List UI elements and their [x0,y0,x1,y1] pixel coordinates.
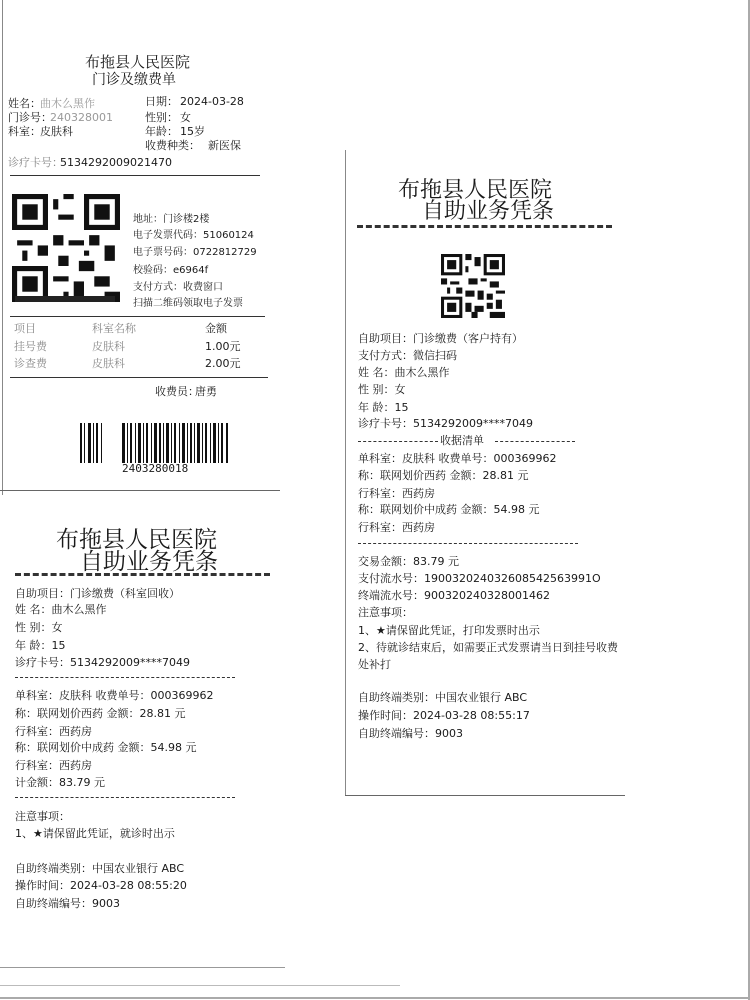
terminal-serial: 终端流水号：9003202403280014​62 [358,589,550,602]
charge-type-label: 收费种类： [145,139,200,152]
charge-item: 称：联网划价中成药 金额：54.98 元 [358,503,540,516]
terminal-type: 自助终端类别：中国农业银行 ABC [358,691,528,704]
divider [15,797,235,798]
charge-dept: 单科室：皮肤科 收费单号：000369962 [358,452,557,465]
receipt-bottom-edge [0,967,285,968]
receipt-bottom-edge [345,795,625,796]
divider [495,441,575,442]
charge-item: 称：联网划价西药 金额：28.81 元 [15,707,186,720]
table-row-amount: 2.00元 [205,357,241,370]
payment-method: 支付方式：微信扫码 [358,349,457,362]
terminal-id: 自助终端编号：9003 [358,727,463,740]
card-number: 诊疗卡号：5134292009****7049 [15,656,190,669]
hospital-title: 布拖县人民医院 [85,53,191,71]
table-row-dept: 皮肤科 [92,357,125,370]
clinic-no-value: 240328001 [50,111,113,124]
operation-time: 操作时间：2024-03-28 08:55:20 [15,879,187,892]
notes-title: 注意事项： [358,606,413,619]
exec-dept: 行科室：西药房 [15,725,92,738]
info-address: 地址：门诊楼2楼 [133,214,210,225]
receipt-edge [2,0,3,495]
age-label: 年龄： [145,125,178,138]
scan-edge [0,997,750,999]
divider [358,441,438,442]
divider [357,225,612,228]
info-check-code: 校验码：e6964f [133,265,209,276]
divider [15,677,235,678]
note-2: 2、待就诊结束后，如需要正式发票请当日到挂号收费 [358,641,618,654]
patient-gender: 性 别：女 [15,621,63,634]
table-header-item: 项目 [14,322,36,335]
qr-code-icon [12,192,120,304]
dept-value: 皮肤科 [40,125,73,138]
receipt-subtitle: 自助业务凭条 [80,549,218,575]
divider [358,543,578,544]
info-scan-hint: 扫描二维码领取电子发票 [133,298,243,309]
dept-label: 科室： [8,125,41,138]
gender-value: 女 [180,111,191,124]
patient-age: 年 龄：15 [15,639,66,652]
operation-time: 操作时间：2024-03-28 08:55:17 [358,709,530,722]
receipt-outpatient-payment [0,0,280,495]
transaction-amount: 交易金额：83.79 元 [358,555,459,568]
exec-dept: 行科室：西药房 [358,521,435,534]
patient-name: 姓 名：曲木么黑作 [15,603,107,616]
date-label: 日期： [145,95,178,108]
divider [10,377,268,378]
charge-dept: 单科室：皮肤科 收费单号：000369962 [15,689,214,702]
receipt-self-service-customer [345,150,630,800]
patient-gender: 性 别：女 [358,383,406,396]
note-1: 1、★请保留此凭证，就诊时出示 [15,827,175,840]
name-label: 姓名： [8,97,41,110]
patient-age: 年 龄：15 [358,401,409,414]
clinic-no-label: 门诊号： [8,111,52,124]
table-header-amount: 金额 [205,322,227,335]
age-value: 15岁 [180,125,205,138]
operator-label: 收费员： [155,385,199,398]
note-1: 1、★请保留此凭证，打印发票时出示 [358,624,540,637]
charge-type-value: 新医保 [208,139,241,152]
date-value: 2024-03-28 [180,95,244,108]
exec-dept: 行科室：西药房 [15,759,92,772]
item-type: 自助项目：门诊缴费（科室回收） [15,587,180,600]
table-row-item: 挂号费 [14,340,47,353]
charge-item: 称：联网划价中成药 金额：54.98 元 [15,741,197,754]
hospital-title: 布拖县人民医院 [56,527,217,553]
name-value: 曲木么黑作 [40,97,95,110]
notes-title: 注意事项： [15,810,70,823]
card-value: 5134292009021470 [60,156,172,169]
terminal-type: 自助终端类别：中国农业银行 ABC [15,862,185,875]
receipt-self-service-clinic [0,505,290,995]
section-title: 收据清单 [440,434,484,447]
exec-dept: 行科室：西药房 [358,487,435,500]
barcode-icon [80,423,230,463]
item-type: 自助项目：门诊缴费（客户持有） [358,332,523,345]
qr-code-icon [441,254,505,318]
divider [15,573,270,576]
qr-underline [15,296,115,302]
divider [10,175,260,176]
operator-value: 唐勇 [195,385,217,398]
charge-item: 称：联网划价西药 金额：28.81 元 [358,469,529,482]
terminal-id: 自助终端编号：9003 [15,897,120,910]
receipt-bottom-edge [0,490,280,491]
card-label: 诊疗卡号： [8,156,63,169]
card-number: 诊疗卡号：5134292009****7049 [358,417,533,430]
receipt-subtitle: 自助业务凭条 [422,199,555,224]
receipt-bottom-edge [0,985,400,986]
barcode-number: 2403280018 [122,462,189,475]
table-header-dept: 科室名称 [92,322,136,335]
receipt-subtitle: 门诊及缴费单 [92,72,176,88]
info-payment-method: 支付方式：收费窗口 [133,282,223,293]
info-invoice-number: 电子票号码：0722812729 [133,247,257,258]
payment-serial: 支付流水号：190032024032608542563991O [358,572,601,585]
divider [10,316,265,317]
receipt-edge [345,150,346,795]
gender-label: 性别： [145,111,178,124]
table-row-amount: 1.00元 [205,340,241,353]
hospital-title: 布拖县人民医院 [398,178,553,203]
note-2-cont: 处补打 [358,658,391,671]
table-row-dept: 皮肤科 [92,340,125,353]
patient-name: 姓 名：曲木么黑作 [358,366,450,379]
total-amount: 计金额：83.79 元 [15,776,105,789]
info-invoice-code: 电子发票代码：51060124 [133,230,254,241]
table-row-item: 诊查费 [14,357,47,370]
